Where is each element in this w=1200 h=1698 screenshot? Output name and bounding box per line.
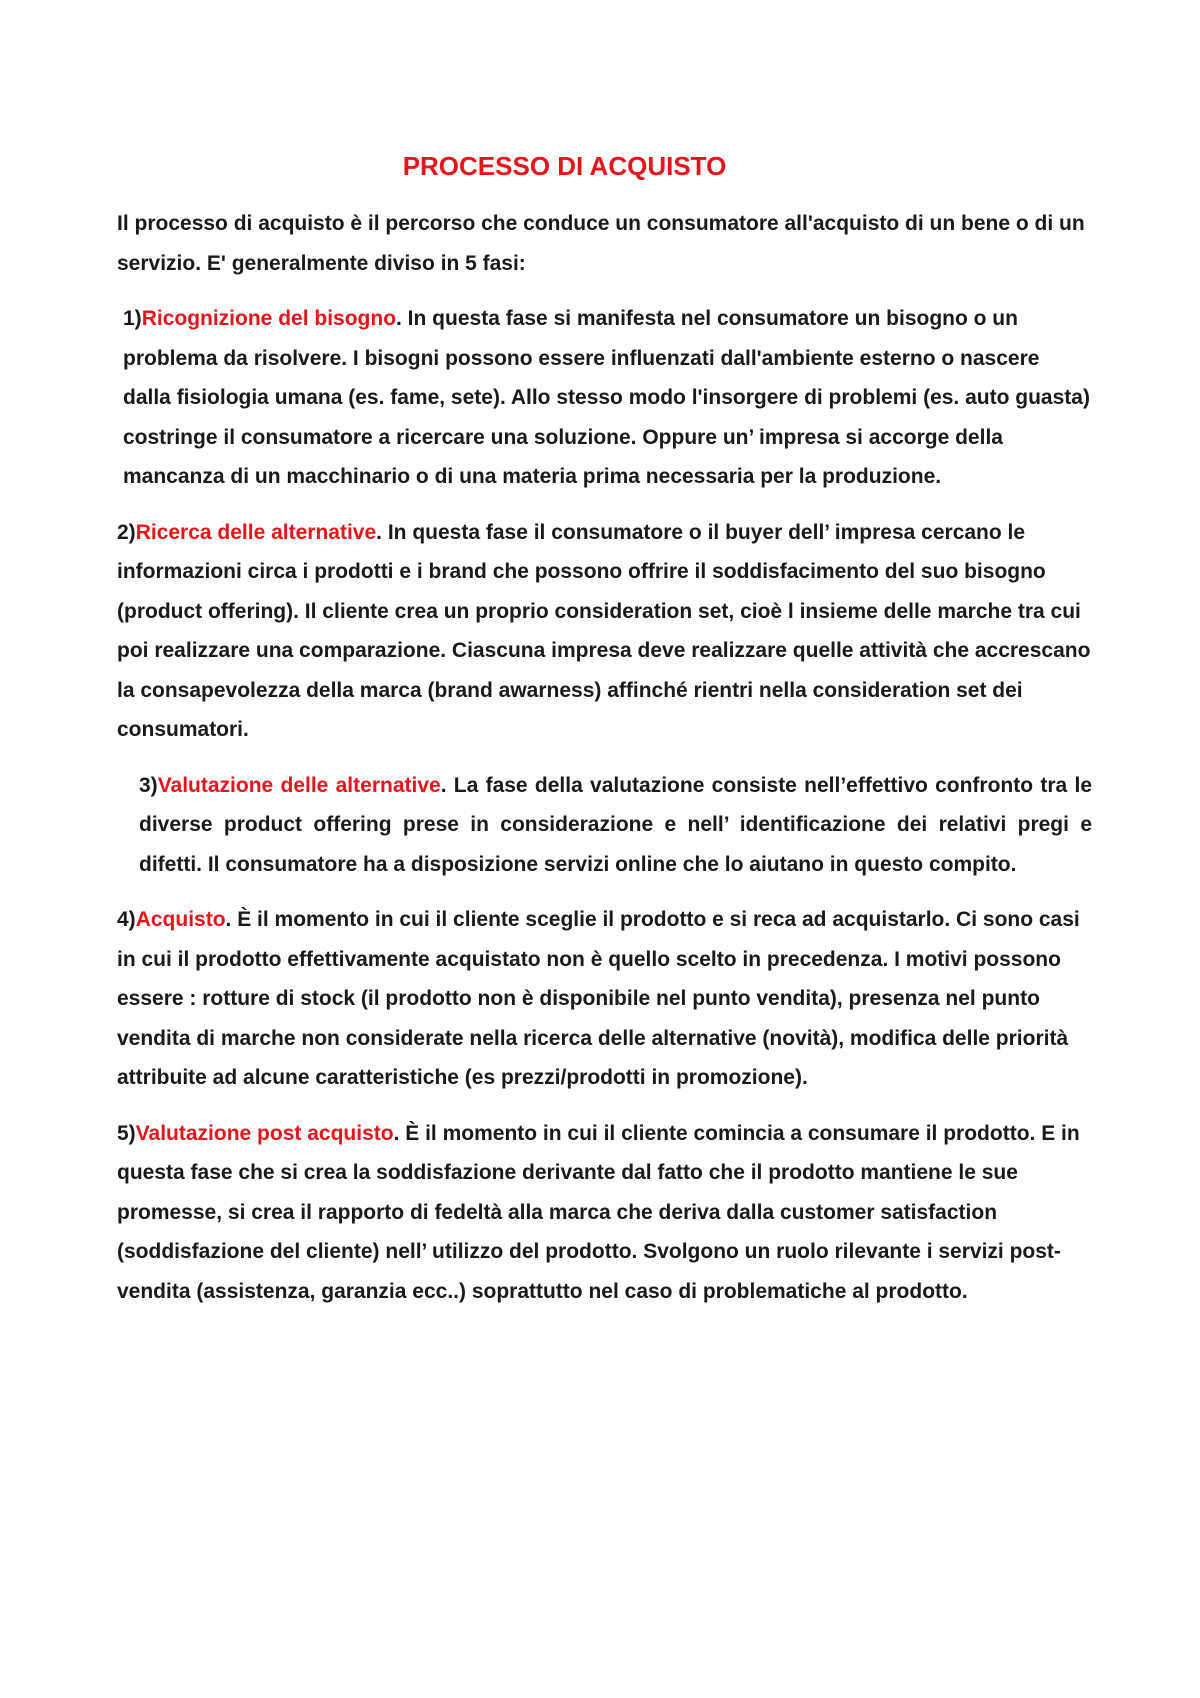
phase-4-heading: Acquisto [135,908,226,931]
phase-3-heading: Valutazione delle alternative [157,773,441,797]
phase-3-paragraph [117,766,1092,885]
phase-2-text: . In questa fase il consumatore o il buyer dell’ impresa cercano le informazioni circa i prodotti e i brand che possono offrire il soddisfacimento del suo bisogno (product offering). Il cliente crea un proprio consideration set, cioè l insieme delle marche tra cui poi realizzare una comparazione. Ciascuna impresa deve realizzare quelle attività che accrescano la consapevolezza della marca (brand awarness) affinché rientri nella consideration set dei consumatori. [117,520,1091,741]
phase-1-text: . In questa fase si manifesta nel consumatore un bisogno o un problema da risolvere. I bisogni possono essere influenzati dall'ambiente esterno o nascere dalla fisiologia umana (es. fame, sete). Allo stesso modo l'insorgere di problemi (es. auto guasta) costringe il consumatore a ricercare una soluzione. Oppure un’ impresa si accorge della mancanza di un macchinario o di una materia prima necessaria per la produzione. [123,307,1090,488]
phase-4-text: . È il momento in cui il cliente sceglie il prodotto e si reca ad acquistarlo. Ci sono casi in cui il prodotto effettivamente acquistato non è quello scelto in precedenza. I motivi possono essere : rotture di stock (il prodotto non è disponibile nel punto vendita), presenza nel punto vendita di marche non considerate nella ricerca delle alternative (novità), modifica delle priorità attribuite ad alcune caratteristiche (es prezzi/prodotti in promozione). [117,908,1080,1089]
phase-2-heading: Ricerca delle alternative [135,520,377,544]
phase-3-number: 3) [139,773,158,797]
phase-1-number: 1) [123,307,142,330]
phase-2-paragraph [117,513,1092,750]
phase-5-heading: Valutazione post acquisto [135,1121,394,1145]
phase-4-number: 4) [117,908,136,931]
intro-paragraph: Il processo di acquisto è il percorso che conduce un consumatore all'acquisto di un bene o di un servizio. E' generalmente diviso in 5 fasi: [117,212,1085,275]
phase-5-paragraph [117,1114,1092,1312]
document-title: PROCESSO DI ACQUISTO [402,151,727,181]
phase-5-text: . È il momento in cui il cliente comincia a consumare il prodotto. E in questa fase che si crea la soddisfazione derivante dal fatto che il prodotto mantiene le sue promesse, si crea il rapporto di fedeltà alla marca che deriva dalla customer satisfaction (soddisfazione del cliente) nell’ utilizzo del prodotto. Svolgono un ruolo rilevante i servizi post-vendita (assistenza, garanzia ecc..) soprattutto nel caso di problematiche al prodotto. [117,1121,1080,1303]
document-body [117,148,1092,1327]
phase-5-number: 5) [117,1121,136,1145]
phase-1-heading: Ricognizione del bisogno [141,307,397,330]
phase-1-paragraph [117,299,1092,497]
phase-3-text: . La fase della valutazione consiste nell’effettivo confronto tra le diverse product offering prese in considerazione e nell’ identificazione dei relativi pregi e difetti. Il consumatore ha a disposizione servizi online che lo aiutano in questo compito. [139,773,1092,876]
phase-4-paragraph [117,900,1092,1098]
phase-2-number: 2) [117,520,136,544]
